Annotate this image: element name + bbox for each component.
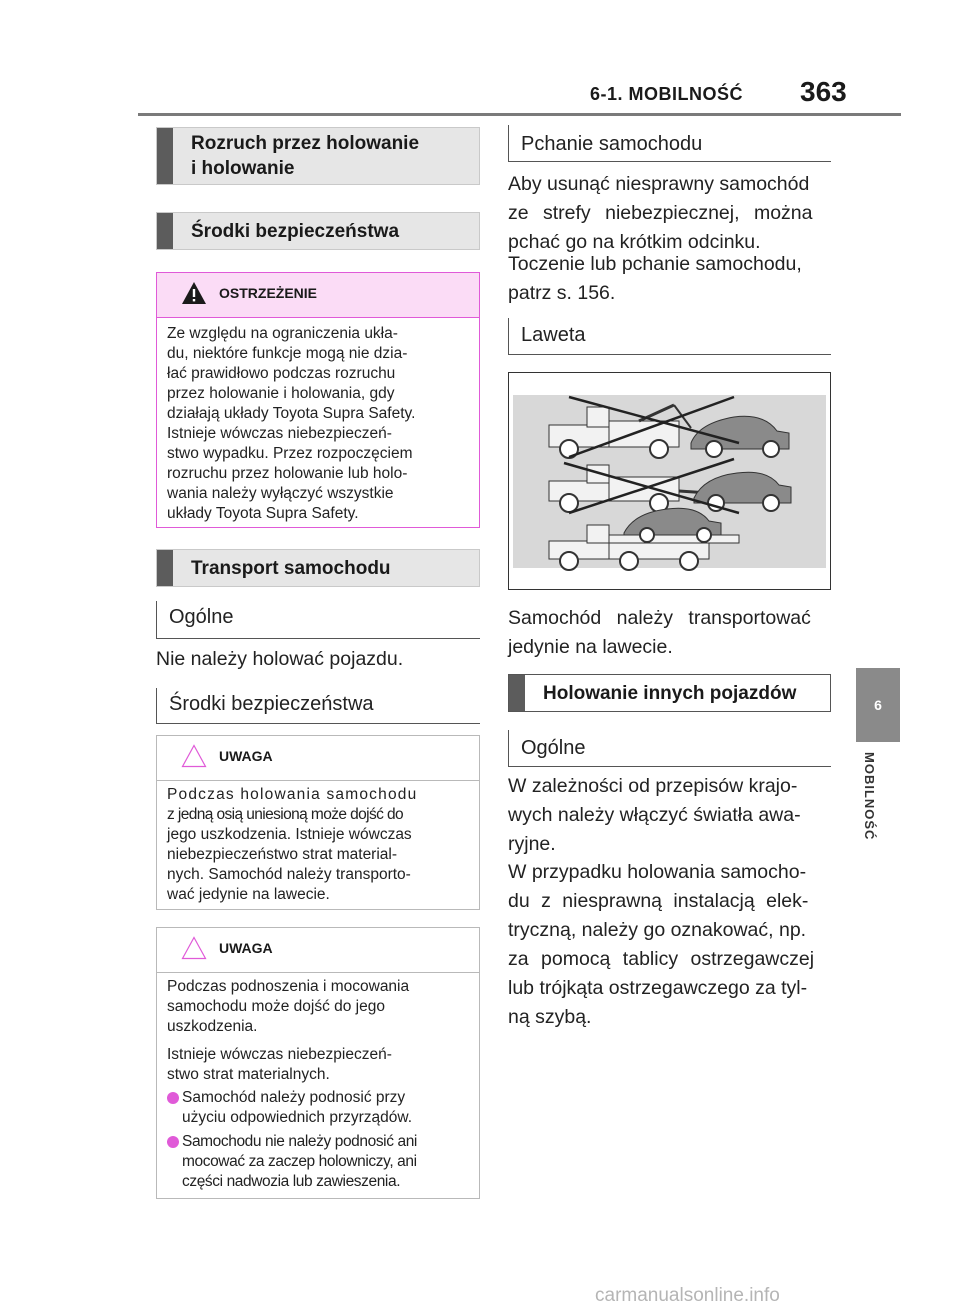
- heading-safety-label: Środki bezpieczeństwa: [191, 221, 400, 242]
- warning-line: układy Toyota Supra Safety.: [167, 505, 359, 522]
- caution-box-2: [156, 927, 480, 1199]
- warning-triangle-icon: [181, 281, 207, 305]
- caution-text-1: [167, 785, 469, 905]
- paragraph-line: Aby usunąć niesprawny samochód: [508, 173, 810, 195]
- caution-triangle-icon: [181, 936, 207, 960]
- warning-line: Ze względu na ograniczenia ukła-: [167, 325, 398, 342]
- heading-towing-others: [508, 674, 831, 712]
- warning-line: rozruchu przez holowanie lub holo-: [167, 465, 408, 482]
- warning-line: łać prawidłowo podczas rozruchu: [167, 365, 396, 382]
- bullet-line: Samochodu nie należy podnosić ani: [182, 1133, 417, 1150]
- caution-bullet-1: [182, 1088, 471, 1128]
- warning-title: OSTRZEŻENIE: [219, 285, 318, 301]
- caution-line: stwo strat materialnych.: [167, 1066, 330, 1083]
- paragraph-line: za pomocą tablicy ostrzegawczej: [508, 948, 815, 970]
- bullet-line: użyciu odpowiednich przyrządów.: [182, 1109, 413, 1126]
- paragraph-pushing: [508, 170, 831, 257]
- subheading-safety: [156, 688, 480, 724]
- warning-separator: [157, 317, 479, 318]
- bullet-line: części nadwozia lub zawieszenia.: [182, 1173, 401, 1190]
- warning-line: działają układy Toyota Supra Safety.: [167, 405, 416, 422]
- subheading-general-2-label: Ogólne: [521, 737, 586, 759]
- paragraph-line: jedynie na lawecie.: [508, 636, 673, 658]
- subheading-pushing-label: Pchanie samochodu: [521, 133, 703, 155]
- paragraph-reference: [508, 250, 831, 308]
- caution-line: jego uszkodzenia. Istnieje wówczas: [167, 826, 412, 843]
- caution-text-2b: [167, 1045, 469, 1085]
- paragraph-line: du z niesprawną instalacją elek-: [508, 890, 809, 912]
- warning-line: du, niektóre funkcje mogą nie dzia-: [167, 345, 408, 362]
- warning-text: [167, 324, 469, 524]
- subheading-flatbed-label: Laweta: [521, 324, 586, 346]
- section-title: 6-1. MOBILNOŚĆ: [590, 84, 744, 104]
- heading-towing-others-label: Holowanie innych pojazdów: [543, 683, 797, 704]
- paragraph-flatbed: [508, 604, 831, 662]
- heading-transport: [156, 549, 480, 587]
- paragraph-line: tryczną, należy go oznakować, np.: [508, 919, 807, 941]
- caution-box-1: [156, 735, 480, 910]
- caution-title-1: UWAGA: [219, 748, 273, 764]
- warning-box: [156, 272, 480, 528]
- caution-line: Istnieje wówczas niebezpieczeń-: [167, 1046, 392, 1063]
- subheading-flatbed: [508, 318, 831, 355]
- caution-line: Podczas podnoszenia i mocowania: [167, 978, 410, 995]
- paragraph-line: W zależności od przepisów krajo-: [508, 775, 798, 797]
- heading-tow-start-line1: Rozruch przez holowanie: [191, 133, 420, 154]
- subheading-general-2: [508, 730, 831, 767]
- caution-header-1: [157, 736, 479, 780]
- warning-line: Istnieje wówczas niebezpieczeń-: [167, 425, 392, 442]
- caution-line: wać jedynie na lawecie.: [167, 886, 330, 903]
- bullet-line: Samochód należy podnosić przy: [182, 1089, 406, 1106]
- chapter-tab[interactable]: 6: [856, 668, 900, 742]
- paragraph-line: ze strefy niebezpiecznej, można: [508, 202, 813, 224]
- heading-safety: [156, 212, 480, 250]
- caution-line: nych. Samochód należy transporto-: [167, 866, 411, 883]
- paragraph-line: ryjne.: [508, 833, 556, 855]
- bullet-line: mocować za zaczep holowniczy, ani: [182, 1153, 417, 1170]
- subheading-pushing: [508, 125, 831, 162]
- caution-line: z jedną osią uniesioną może dojść do: [167, 806, 404, 823]
- towing-illustration: [508, 372, 831, 590]
- watermark: carmanualsonline.info: [595, 1285, 780, 1306]
- paragraph-line: Samochód należy transportować: [508, 607, 811, 629]
- caution-line: samochodu może dojść do jego: [167, 998, 385, 1015]
- page-number: 363: [800, 76, 847, 107]
- paragraph-line: wych należy włączyć światła awa-: [508, 804, 801, 826]
- warning-line: wania należy wyłączyć wszystkie: [167, 485, 394, 502]
- subheading-safety-label: Środki bezpieczeństwa: [169, 693, 374, 715]
- caution-line: uszkodzenia.: [167, 1018, 258, 1035]
- bullet-icon: [167, 1136, 179, 1148]
- paragraph-marking: [508, 858, 831, 1032]
- paragraph-line: lub trójkąta ostrzegawczego za tyl-: [508, 977, 808, 999]
- paragraph-line: pchać go na krótkim odcinku.: [508, 231, 761, 253]
- paragraph-line: W przypadku holowania samocho-: [508, 861, 807, 883]
- paragraph-line: patrz s. 156.: [508, 282, 616, 304]
- paragraph-line: Toczenie lub pchanie samochodu,: [508, 253, 802, 275]
- bullet-icon: [167, 1092, 179, 1104]
- subheading-general-label: Ogólne: [169, 606, 234, 628]
- caution-triangle-icon: [181, 744, 207, 768]
- paragraph-no-towing: Nie należy holować pojazdu.: [156, 648, 404, 670]
- towing-methods-image: [509, 373, 830, 589]
- warning-header: [157, 273, 479, 317]
- caution-title-2: UWAGA: [219, 940, 273, 956]
- caution-line: niebezpieczeństwo strat material-: [167, 846, 398, 863]
- paragraph-line: ną szybą.: [508, 1006, 592, 1028]
- paragraph-hazard-lights: [508, 772, 831, 859]
- chapter-tab-label: MOBILNOŚĆ: [862, 752, 877, 841]
- caution-text-2a: [167, 977, 469, 1037]
- subheading-general: [156, 601, 480, 639]
- caution-bullet-2: [182, 1132, 471, 1192]
- heading-tow-start-line2: i holowanie: [191, 158, 295, 179]
- heading-tow-start: [156, 127, 480, 185]
- header-rule: [138, 113, 901, 116]
- warning-line: przez holowanie i holowania, gdy: [167, 385, 395, 402]
- caution-line: Podczas holowania samochodu: [167, 786, 418, 803]
- caution-header-2: [157, 928, 479, 972]
- caution-separator-2: [157, 972, 479, 973]
- warning-line: stwo wypadku. Przez rozpoczęciem: [167, 445, 413, 462]
- caution-separator-1: [157, 780, 479, 781]
- heading-transport-label: Transport samochodu: [191, 558, 391, 579]
